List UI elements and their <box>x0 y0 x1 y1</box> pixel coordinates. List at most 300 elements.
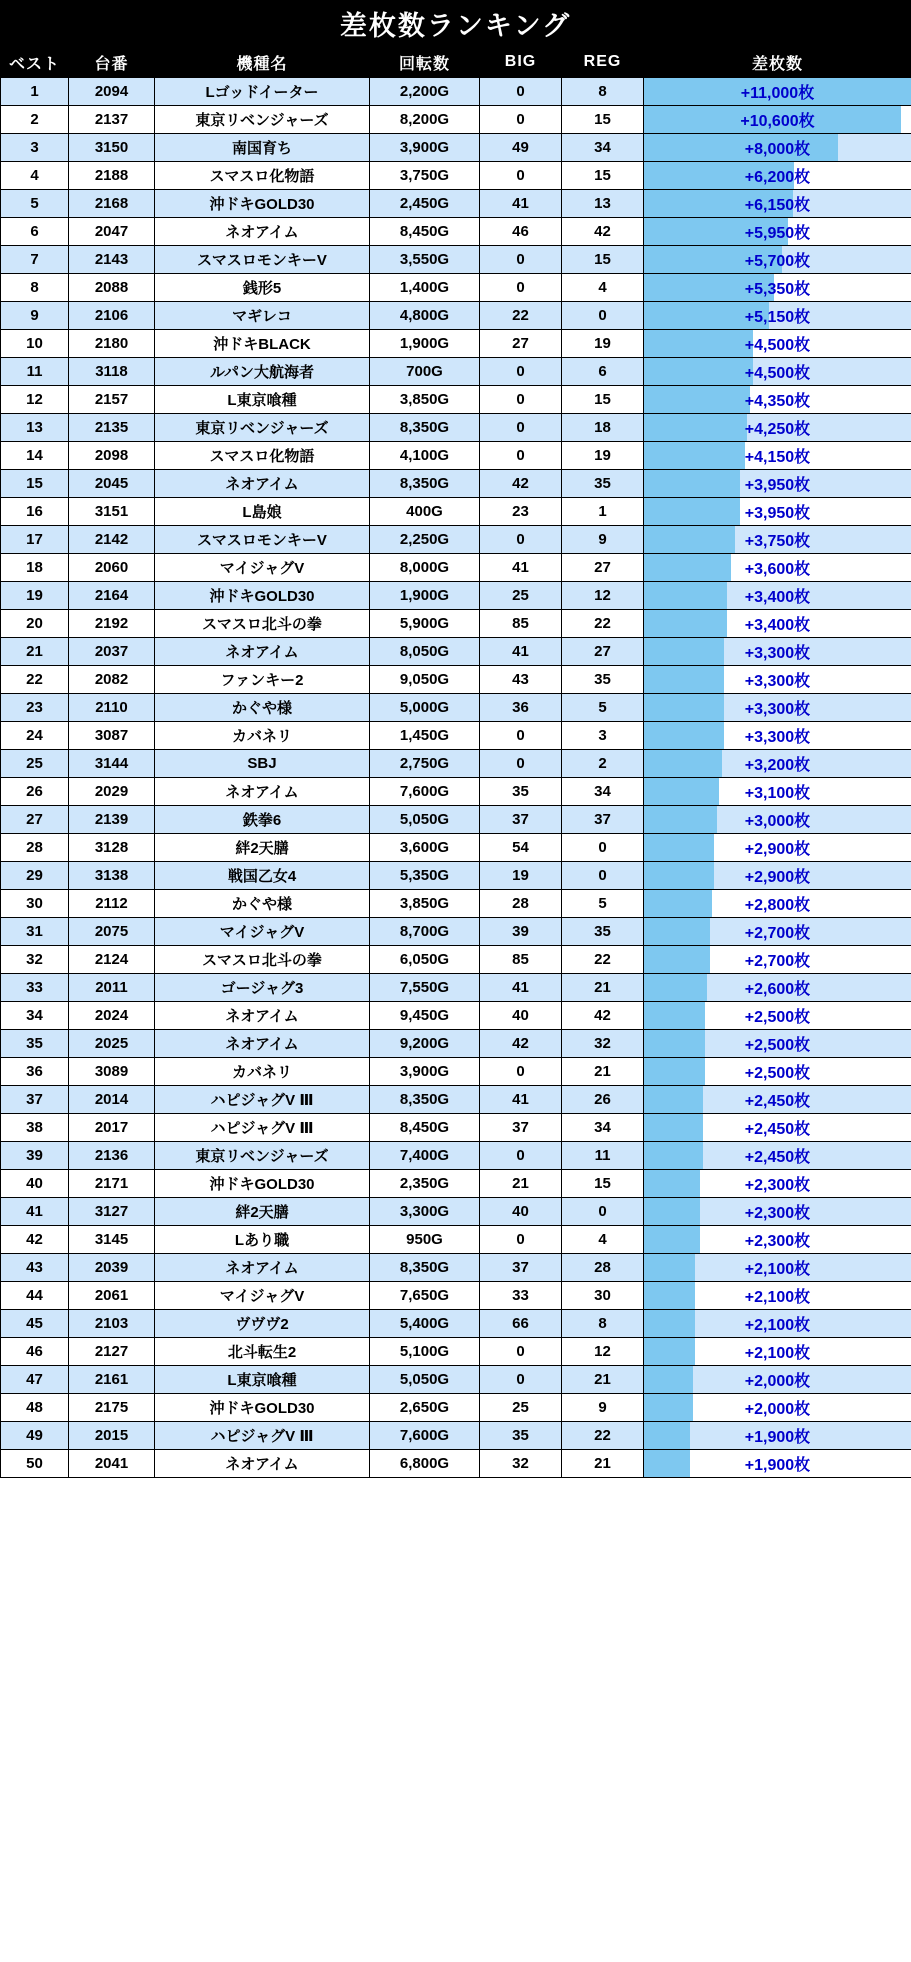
cell-diff <box>644 1030 911 1058</box>
diff-value: +6,150枚 <box>744 197 811 214</box>
cell-machine-number: 3138 <box>69 862 155 890</box>
table-row <box>1 1002 911 1030</box>
cell-rank: 13 <box>1 414 69 442</box>
cell-machine-number: 2103 <box>69 1310 155 1338</box>
cell-big: 25 <box>480 1394 562 1422</box>
cell-machine-name: L東京喰種 <box>155 386 370 414</box>
cell-machine-name: マイジャグV <box>155 1282 370 1310</box>
diff-bar <box>644 1058 705 1085</box>
cell-big: 40 <box>480 1002 562 1030</box>
cell-rank: 36 <box>1 1058 69 1086</box>
table-row <box>1 638 911 666</box>
cell-diff <box>644 834 911 862</box>
cell-reg: 8 <box>562 78 644 106</box>
cell-games: 2,650G <box>370 1394 480 1422</box>
cell-machine-name: 沖ドキGOLD30 <box>155 1394 370 1422</box>
diff-bar <box>644 1198 700 1225</box>
cell-machine-name: マギレコ <box>155 302 370 330</box>
diff-bar <box>644 946 710 973</box>
diff-value: +4,350枚 <box>744 393 811 410</box>
cell-games: 8,200G <box>370 106 480 134</box>
cell-rank: 45 <box>1 1310 69 1338</box>
cell-diff <box>644 890 911 918</box>
cell-diff <box>644 414 911 442</box>
cell-diff <box>644 498 911 526</box>
diff-value: +2,500枚 <box>744 1037 811 1054</box>
diff-value: +4,500枚 <box>744 337 811 354</box>
diff-bar <box>644 1226 700 1253</box>
cell-rank: 30 <box>1 890 69 918</box>
diff-value: +8,000枚 <box>744 141 811 158</box>
diff-bar <box>644 694 724 721</box>
cell-big: 49 <box>480 134 562 162</box>
cell-reg: 8 <box>562 1310 644 1338</box>
ranking-table <box>0 46 911 1478</box>
cell-diff <box>644 78 911 106</box>
table-row <box>1 1422 911 1450</box>
table-row <box>1 470 911 498</box>
cell-rank: 37 <box>1 1086 69 1114</box>
cell-reg: 0 <box>562 862 644 890</box>
cell-rank: 2 <box>1 106 69 134</box>
diff-bar <box>644 1282 695 1309</box>
cell-games: 6,800G <box>370 1450 480 1478</box>
cell-diff <box>644 190 911 218</box>
table-row <box>1 442 911 470</box>
cell-machine-number: 2045 <box>69 470 155 498</box>
cell-machine-name: ハピジャグV Ⅲ <box>155 1422 370 1450</box>
cell-rank: 4 <box>1 162 69 190</box>
diff-bar <box>644 834 714 861</box>
cell-diff <box>644 246 911 274</box>
cell-reg: 21 <box>562 1058 644 1086</box>
table-row <box>1 1394 911 1422</box>
diff-bar <box>644 582 727 609</box>
cell-rank: 49 <box>1 1422 69 1450</box>
cell-machine-number: 2061 <box>69 1282 155 1310</box>
diff-bar <box>644 498 740 525</box>
diff-value: +2,900枚 <box>744 869 811 886</box>
table-row <box>1 302 911 330</box>
diff-bar <box>644 1114 703 1141</box>
cell-diff <box>644 722 911 750</box>
cell-rank: 17 <box>1 526 69 554</box>
table-row <box>1 1114 911 1142</box>
cell-machine-name: ネオアイム <box>155 218 370 246</box>
cell-diff <box>644 582 911 610</box>
cell-machine-number: 2188 <box>69 162 155 190</box>
cell-games: 2,450G <box>370 190 480 218</box>
cell-rank: 3 <box>1 134 69 162</box>
cell-diff <box>644 750 911 778</box>
cell-machine-name: ヴヴヴ2 <box>155 1310 370 1338</box>
cell-machine-name: 東京リベンジャーズ <box>155 106 370 134</box>
cell-big: 35 <box>480 1422 562 1450</box>
cell-big: 41 <box>480 638 562 666</box>
cell-machine-name: 沖ドキGOLD30 <box>155 190 370 218</box>
cell-reg: 0 <box>562 834 644 862</box>
cell-games: 8,450G <box>370 1114 480 1142</box>
cell-reg: 15 <box>562 162 644 190</box>
cell-reg: 27 <box>562 554 644 582</box>
cell-big: 0 <box>480 1366 562 1394</box>
cell-reg: 2 <box>562 750 644 778</box>
diff-bar <box>644 610 727 637</box>
cell-diff <box>644 778 911 806</box>
cell-reg: 19 <box>562 442 644 470</box>
table-row <box>1 750 911 778</box>
diff-value: +5,950枚 <box>744 225 811 242</box>
cell-reg: 35 <box>562 918 644 946</box>
cell-big: 0 <box>480 414 562 442</box>
cell-games: 3,900G <box>370 134 480 162</box>
cell-machine-name: カバネリ <box>155 722 370 750</box>
diff-value: +2,500枚 <box>744 1009 811 1026</box>
cell-big: 42 <box>480 470 562 498</box>
cell-reg: 18 <box>562 414 644 442</box>
cell-reg: 0 <box>562 302 644 330</box>
cell-rank: 22 <box>1 666 69 694</box>
diff-value: +4,150枚 <box>744 449 811 466</box>
table-row <box>1 974 911 1002</box>
cell-machine-number: 2037 <box>69 638 155 666</box>
cell-machine-number: 3150 <box>69 134 155 162</box>
cell-machine-name: 南国育ち <box>155 134 370 162</box>
diff-bar <box>644 554 731 581</box>
diff-value: +1,900枚 <box>744 1429 811 1446</box>
cell-rank: 28 <box>1 834 69 862</box>
table-row <box>1 358 911 386</box>
cell-reg: 12 <box>562 1338 644 1366</box>
cell-machine-name: 沖ドキGOLD30 <box>155 582 370 610</box>
cell-machine-number: 2017 <box>69 1114 155 1142</box>
cell-rank: 38 <box>1 1114 69 1142</box>
cell-games: 9,450G <box>370 1002 480 1030</box>
cell-big: 85 <box>480 610 562 638</box>
cell-rank: 5 <box>1 190 69 218</box>
cell-diff <box>644 134 911 162</box>
cell-machine-number: 2094 <box>69 78 155 106</box>
diff-value: +2,300枚 <box>744 1233 811 1250</box>
cell-machine-number: 2192 <box>69 610 155 638</box>
cell-machine-number: 2060 <box>69 554 155 582</box>
cell-machine-name: ネオアイム <box>155 1030 370 1058</box>
page-title-bar <box>0 0 911 46</box>
diff-bar <box>644 890 712 917</box>
cell-big: 27 <box>480 330 562 358</box>
diff-bar <box>644 1002 705 1029</box>
cell-machine-number: 3151 <box>69 498 155 526</box>
cell-reg: 15 <box>562 106 644 134</box>
diff-bar <box>644 1310 695 1337</box>
diff-bar <box>644 638 724 665</box>
diff-value: +4,250枚 <box>744 421 811 438</box>
cell-diff <box>644 1058 911 1086</box>
cell-machine-number: 3118 <box>69 358 155 386</box>
cell-machine-number: 2110 <box>69 694 155 722</box>
cell-machine-name: 東京リベンジャーズ <box>155 1142 370 1170</box>
cell-reg: 22 <box>562 610 644 638</box>
diff-value: +2,100枚 <box>744 1317 811 1334</box>
diff-bar <box>644 1338 695 1365</box>
cell-machine-name: スマスロ化物語 <box>155 162 370 190</box>
cell-big: 0 <box>480 386 562 414</box>
cell-games: 7,600G <box>370 1422 480 1450</box>
diff-value: +3,400枚 <box>744 617 811 634</box>
cell-rank: 44 <box>1 1282 69 1310</box>
cell-machine-number: 2127 <box>69 1338 155 1366</box>
table-row <box>1 526 911 554</box>
table-row <box>1 218 911 246</box>
diff-bar <box>644 358 753 385</box>
cell-rank: 20 <box>1 610 69 638</box>
cell-machine-number: 2124 <box>69 946 155 974</box>
cell-machine-number: 2142 <box>69 526 155 554</box>
cell-reg: 42 <box>562 1002 644 1030</box>
cell-games: 8,000G <box>370 554 480 582</box>
cell-machine-name: 絆2天膳 <box>155 834 370 862</box>
cell-games: 7,600G <box>370 778 480 806</box>
cell-diff <box>644 330 911 358</box>
cell-big: 0 <box>480 1338 562 1366</box>
cell-diff <box>644 1450 911 1478</box>
table-row <box>1 1450 911 1478</box>
diff-value: +2,100枚 <box>744 1261 811 1278</box>
cell-machine-name: スマスロ北斗の拳 <box>155 946 370 974</box>
cell-big: 46 <box>480 218 562 246</box>
cell-machine-name: 銭形5 <box>155 274 370 302</box>
cell-machine-name: スマスロ北斗の拳 <box>155 610 370 638</box>
cell-games: 5,100G <box>370 1338 480 1366</box>
table-row <box>1 1170 911 1198</box>
diff-bar <box>644 1366 693 1393</box>
diff-bar <box>644 442 745 469</box>
cell-machine-name: 東京リベンジャーズ <box>155 414 370 442</box>
cell-rank: 33 <box>1 974 69 1002</box>
cell-machine-name: 絆2天膳 <box>155 1198 370 1226</box>
cell-diff <box>644 1142 911 1170</box>
cell-machine-name: ネオアイム <box>155 778 370 806</box>
diff-value: +2,500枚 <box>744 1065 811 1082</box>
cell-rank: 8 <box>1 274 69 302</box>
cell-games: 8,350G <box>370 414 480 442</box>
diff-value: +2,300枚 <box>744 1177 811 1194</box>
cell-diff <box>644 162 911 190</box>
cell-diff <box>644 302 911 330</box>
diff-bar <box>644 1142 703 1169</box>
diff-value: +3,200枚 <box>744 757 811 774</box>
cell-rank: 43 <box>1 1254 69 1282</box>
cell-machine-number: 2029 <box>69 778 155 806</box>
cell-reg: 42 <box>562 218 644 246</box>
cell-machine-name: Lあり職 <box>155 1226 370 1254</box>
cell-big: 22 <box>480 302 562 330</box>
cell-machine-number: 2024 <box>69 1002 155 1030</box>
cell-diff <box>644 694 911 722</box>
cell-big: 35 <box>480 778 562 806</box>
column-header-big: BIG <box>480 47 562 78</box>
cell-diff <box>644 470 911 498</box>
table-row <box>1 890 911 918</box>
cell-diff <box>644 1226 911 1254</box>
cell-reg: 3 <box>562 722 644 750</box>
cell-machine-number: 2137 <box>69 106 155 134</box>
diff-bar <box>644 1422 690 1449</box>
cell-machine-name: L島娘 <box>155 498 370 526</box>
cell-games: 5,000G <box>370 694 480 722</box>
cell-rank: 27 <box>1 806 69 834</box>
cell-rank: 32 <box>1 946 69 974</box>
cell-machine-number: 2075 <box>69 918 155 946</box>
cell-machine-name: ネオアイム <box>155 470 370 498</box>
table-row <box>1 246 911 274</box>
diff-bar <box>644 806 717 833</box>
cell-rank: 35 <box>1 1030 69 1058</box>
cell-reg: 15 <box>562 1170 644 1198</box>
cell-diff <box>644 1310 911 1338</box>
cell-reg: 34 <box>562 1114 644 1142</box>
cell-reg: 9 <box>562 1394 644 1422</box>
cell-big: 33 <box>480 1282 562 1310</box>
diff-bar <box>644 1030 705 1057</box>
cell-big: 54 <box>480 834 562 862</box>
cell-rank: 47 <box>1 1366 69 1394</box>
cell-games: 3,550G <box>370 246 480 274</box>
cell-machine-number: 2098 <box>69 442 155 470</box>
diff-value: +2,450枚 <box>744 1093 811 1110</box>
table-body <box>1 78 911 1478</box>
diff-value: +3,400枚 <box>744 589 811 606</box>
cell-big: 0 <box>480 442 562 470</box>
cell-rank: 14 <box>1 442 69 470</box>
table-row <box>1 162 911 190</box>
cell-rank: 19 <box>1 582 69 610</box>
cell-big: 19 <box>480 862 562 890</box>
cell-big: 0 <box>480 106 562 134</box>
cell-rank: 15 <box>1 470 69 498</box>
cell-games: 7,650G <box>370 1282 480 1310</box>
cell-diff <box>644 918 911 946</box>
cell-machine-number: 2164 <box>69 582 155 610</box>
cell-big: 41 <box>480 974 562 1002</box>
cell-reg: 4 <box>562 1226 644 1254</box>
cell-big: 36 <box>480 694 562 722</box>
diff-bar <box>644 666 724 693</box>
cell-reg: 21 <box>562 1366 644 1394</box>
cell-big: 0 <box>480 274 562 302</box>
cell-games: 5,400G <box>370 1310 480 1338</box>
cell-rank: 25 <box>1 750 69 778</box>
cell-machine-number: 2015 <box>69 1422 155 1450</box>
cell-games: 950G <box>370 1226 480 1254</box>
cell-diff <box>644 610 911 638</box>
diff-value: +2,800枚 <box>744 897 811 914</box>
diff-value: +3,300枚 <box>744 645 811 662</box>
diff-value: +10,600枚 <box>740 113 815 130</box>
cell-games: 3,900G <box>370 1058 480 1086</box>
cell-machine-number: 3128 <box>69 834 155 862</box>
table-row <box>1 1086 911 1114</box>
cell-rank: 7 <box>1 246 69 274</box>
cell-machine-number: 2161 <box>69 1366 155 1394</box>
diff-value: +3,100枚 <box>744 785 811 802</box>
cell-machine-name: スマスロモンキーV <box>155 526 370 554</box>
cell-machine-name: スマスロモンキーV <box>155 246 370 274</box>
diff-bar <box>644 1394 693 1421</box>
cell-machine-number: 2175 <box>69 1394 155 1422</box>
diff-bar <box>644 414 747 441</box>
cell-games: 5,350G <box>370 862 480 890</box>
table-row <box>1 806 911 834</box>
cell-big: 0 <box>480 1226 562 1254</box>
cell-machine-name: スマスロ化物語 <box>155 442 370 470</box>
cell-machine-number: 2041 <box>69 1450 155 1478</box>
column-header-machine-name: 機種名 <box>155 47 370 78</box>
cell-games: 9,050G <box>370 666 480 694</box>
cell-games: 2,350G <box>370 1170 480 1198</box>
diff-bar <box>644 1170 700 1197</box>
cell-reg: 21 <box>562 1450 644 1478</box>
column-header-diff: 差枚数 <box>644 47 911 78</box>
table-row <box>1 386 911 414</box>
cell-games: 4,800G <box>370 302 480 330</box>
column-header-machine-number: 台番 <box>69 47 155 78</box>
cell-machine-name: ネオアイム <box>155 1254 370 1282</box>
cell-machine-number: 2112 <box>69 890 155 918</box>
cell-machine-name: ハピジャグV Ⅲ <box>155 1114 370 1142</box>
diff-value: +2,700枚 <box>744 953 811 970</box>
cell-machine-number: 2168 <box>69 190 155 218</box>
cell-big: 0 <box>480 722 562 750</box>
diff-value: +2,450枚 <box>744 1121 811 1138</box>
diff-bar <box>644 1450 690 1477</box>
cell-games: 3,850G <box>370 386 480 414</box>
table-row <box>1 330 911 358</box>
diff-value: +3,300枚 <box>744 729 811 746</box>
table-row <box>1 918 911 946</box>
cell-games: 3,750G <box>370 162 480 190</box>
cell-games: 8,050G <box>370 638 480 666</box>
cell-machine-name: 北斗転生2 <box>155 1338 370 1366</box>
cell-diff <box>644 1422 911 1450</box>
cell-machine-name: 沖ドキBLACK <box>155 330 370 358</box>
cell-diff <box>644 806 911 834</box>
cell-big: 0 <box>480 162 562 190</box>
cell-machine-name: マイジャグV <box>155 554 370 582</box>
cell-machine-number: 3087 <box>69 722 155 750</box>
diff-bar <box>644 918 710 945</box>
cell-machine-number: 2011 <box>69 974 155 1002</box>
table-row <box>1 106 911 134</box>
diff-value: +3,300枚 <box>744 673 811 690</box>
cell-reg: 9 <box>562 526 644 554</box>
cell-games: 3,300G <box>370 1198 480 1226</box>
table-row <box>1 1226 911 1254</box>
cell-rank: 9 <box>1 302 69 330</box>
cell-machine-number: 2143 <box>69 246 155 274</box>
cell-rank: 48 <box>1 1394 69 1422</box>
table-row <box>1 498 911 526</box>
cell-rank: 46 <box>1 1338 69 1366</box>
table-row <box>1 666 911 694</box>
cell-rank: 11 <box>1 358 69 386</box>
cell-reg: 1 <box>562 498 644 526</box>
diff-bar <box>644 1254 695 1281</box>
cell-machine-number: 2106 <box>69 302 155 330</box>
cell-machine-name: マイジャグV <box>155 918 370 946</box>
cell-games: 8,450G <box>370 218 480 246</box>
table-row <box>1 414 911 442</box>
